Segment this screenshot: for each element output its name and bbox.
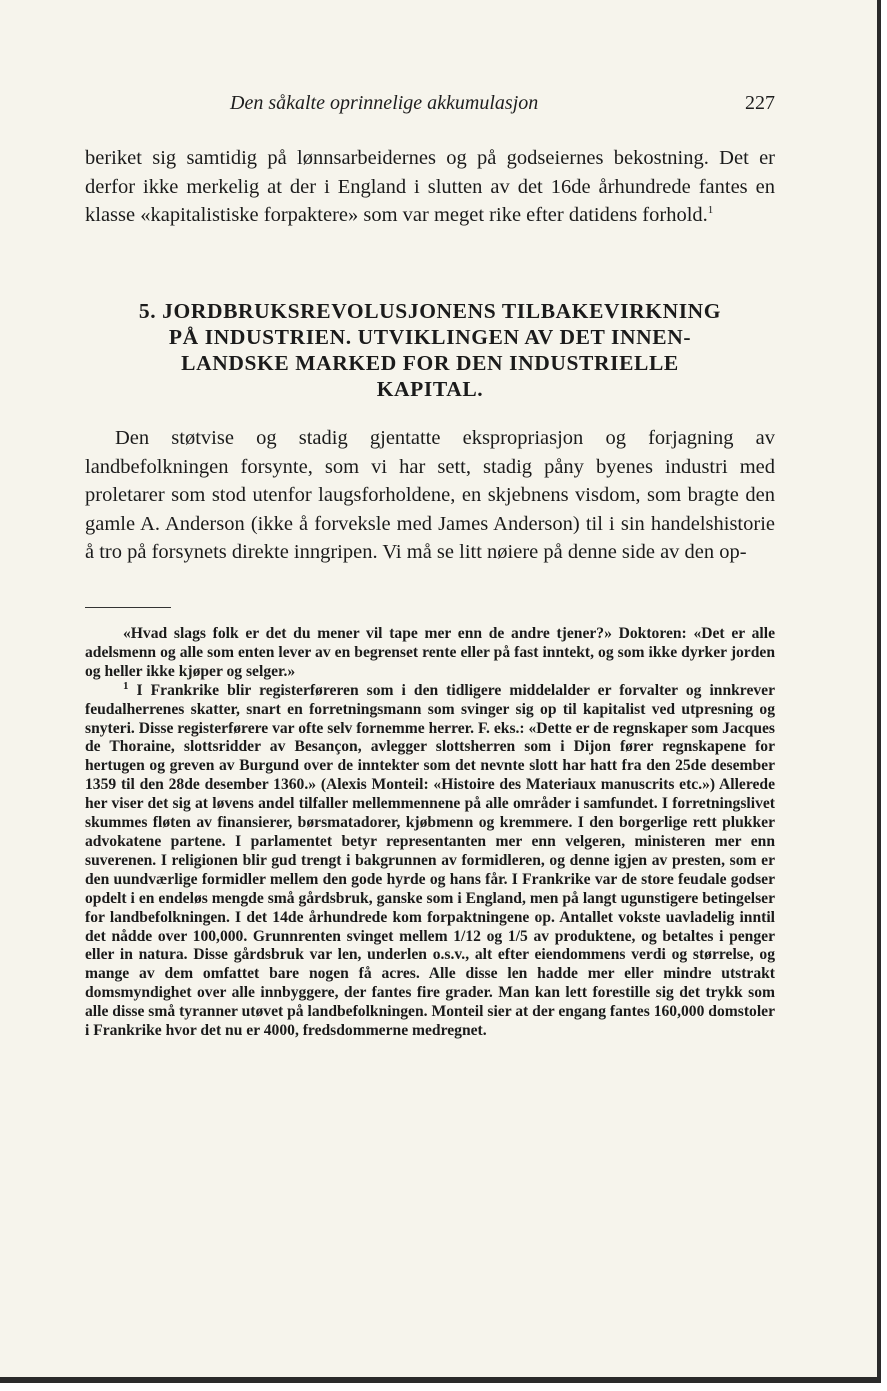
- page-number: 227: [745, 92, 775, 114]
- intro-block: [85, 144, 775, 230]
- footnote-1: $^1$ I Frankrike blir registerføreren som i den tidligere middelalder er forvalter og innkrever feudalherrenes skatter, snart en forretningsmann som svinger sig op til kapitalist ved utpresning og snyteri. Disse registerførere var ofte selv fornemme herrer. F. eks.: «Dette er de regnskaper som Jacques de Thoraine, slottsridder av Besançon, avlegger slottsherren som i Dijon fører regnskapene for hertugen og greven av Burgund over de inntekter som det nevnte slott har hatt fra den 25de desember 1359 til den 28de desember 1360.» (Alexis Monteil: «Histoire des Materiaux manuscrits etc.») Allerede her viser det sig at løvens andel tilfaller mellemmennene på alle områder i samfundet. I forretningslivet skummes fløten av finansierer, børsmatadorer, kjøbmenn og kremmere. I den borgerlige rett plukker advokatene partene. I parlamentet betyr representanten mer enn velgeren, ministeren mer enn suverenen. I religionen blir gud trengt i bakgrunnen av formidleren, og denne igjen av presten, som er den uundværlige formidler mellem den gode hyrde og hans får. I Frankrike var de store feudale godser opdelt i en endeløs mengde små gårdsbruk, ganske som i England, men på langt ugunstigere betingelser for landbefolkningen. I det 14de århundrede kom forpaktningene op. Antallet vokste uavladelig inntil det nådde over 100,000. Grunnrenten svinget mellem 1/12 og 1/5 av produktene, og betaltes i penger eller in natura. Disse gårdsbruk var len, underlen o.s.v., alt efter eiendommens verdi og størrelse, og mange av dem omfattet bare nogen få acres. Alle disse len hadde mer eller mindre utstrakt domsmyndighet over alle innbyggere, der fantes fire grader. Man kan lett forestille sig det trykk som alle disse små tyranner utøvet på landbefolkningen. Monteil sier at der engang fantes 160,000 domstoler i Frankrike hvor det nu er 4000, fredsdommerne medregnet.: [85, 679, 776, 1040]
- footnotes: [85, 625, 775, 1041]
- running-title: Den såkalte oprinnelige akkumulasjon: [230, 92, 539, 114]
- footnote-rule-block: [85, 607, 775, 608]
- main-block: [85, 424, 775, 567]
- section-heading-line-3: LANDSKE MARKED FOR DEN INDUSTRIELLE: [181, 351, 679, 375]
- intro-paragraph: beriket sig samtidig på lønnsarbeidernes og på godseiernes bekostning. Det er derfor ikke merkelig at der i England i slutten av det 16de århundrede fantes en klasse «kapitalistiske forpaktere» som var meget rike efter datidens forhold.$^1$: [85, 147, 775, 226]
- footnote-continued: «Hvad slags folk er det du mener vil tape mer enn de andre tjener?» Doktoren: «Det er alle adelsmenn og alle som enten lever av en begrenset rente eller på fast inntekt, og som ikke dyrker jorden og heller ikke kjøper og selger.»: [85, 625, 775, 680]
- section-heading-line-1: 5. JORDBRUKSREVOLUSJONENS TILBAKEVIRKNING: [138, 299, 722, 323]
- section-heading-line-2: PÅ INDUSTRIEN. UTVIKLINGEN AV DET INNEN-: [168, 325, 692, 349]
- main-paragraph: Den støtvise og stadig gjentatte ekspropriasjon og forjagning av landbefolkningen forsynte, som vi har sett, stadig påny byenes industri med proletarer som stod utenfor laugsforholdene, en skjebnens visdom, som bragte den gamle A. Anderson (ikke å forveksle med James Anderson) til i sin handelshistorie å tro på forsynets direkte inngripen. Vi må se litt nøiere på denne side av den op-: [85, 427, 775, 563]
- footnote-1-marker: 1: [123, 679, 129, 692]
- footnote-ref: 1: [707, 204, 714, 217]
- running-header: [85, 92, 775, 116]
- footnote-rule: [85, 607, 171, 608]
- section-heading: [85, 298, 775, 402]
- section-heading-line-4: KAPITAL.: [376, 377, 484, 401]
